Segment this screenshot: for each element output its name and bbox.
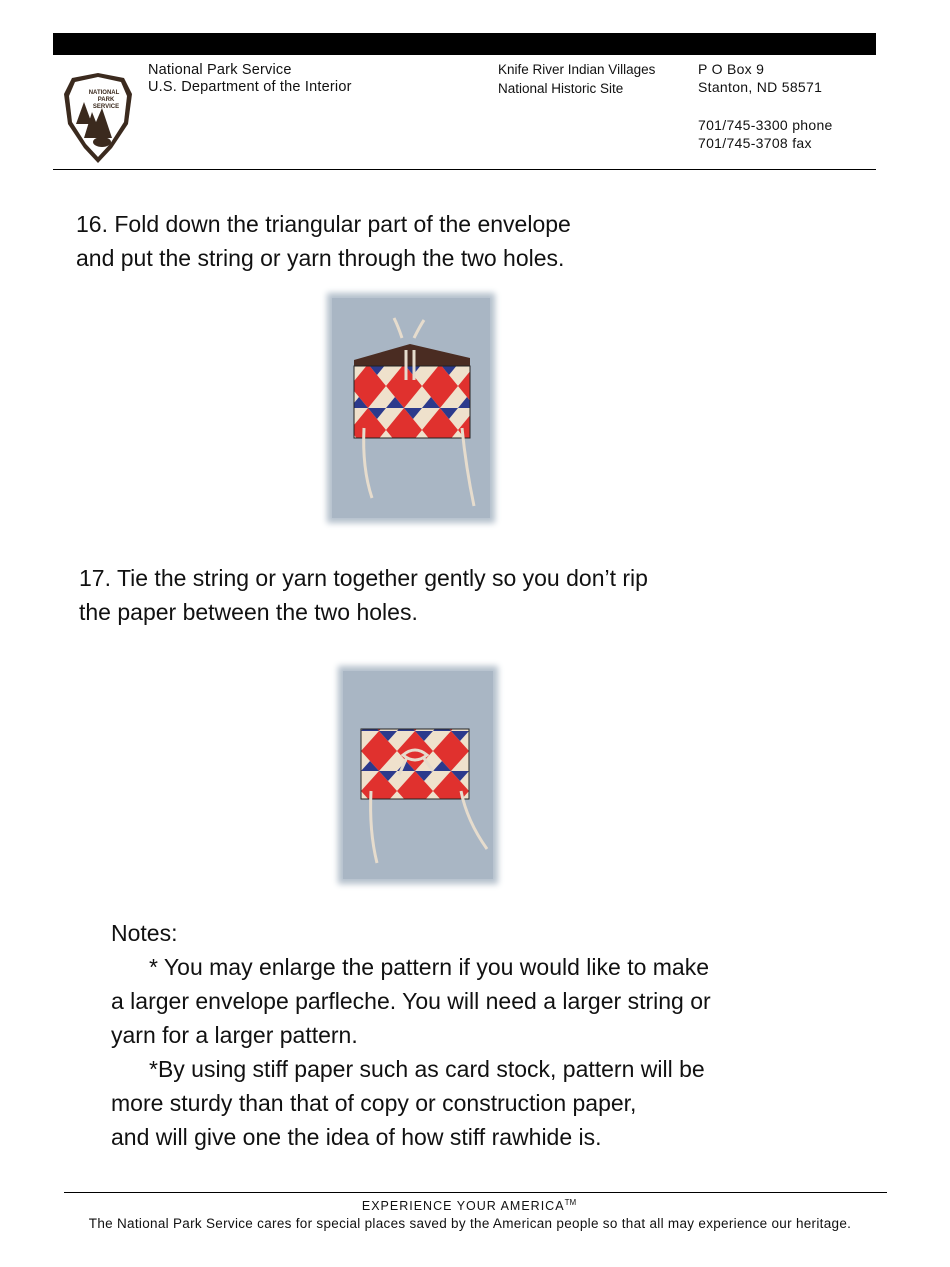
header-divider xyxy=(53,169,876,170)
tagline-text: EXPERIENCE YOUR AMERICA xyxy=(361,1199,565,1214)
header-bar xyxy=(53,33,876,55)
site-name-line1: Knife River Indian Villages xyxy=(498,62,656,77)
note-1-line1: * You may enlarge the pattern if you would like to make xyxy=(149,954,710,980)
site-block xyxy=(498,60,655,98)
logo-text-2: PARK xyxy=(97,97,115,103)
notes-title: Notes: xyxy=(111,920,178,946)
note-2-line3: and will give one the idea of how stiff rawhide is. xyxy=(111,1124,602,1150)
site-name-line2: National Historic Site xyxy=(498,81,624,96)
step-17-line2: the paper between the two holes. xyxy=(79,599,418,625)
step-17-text xyxy=(79,561,648,629)
step-16-line1: 16. Fold down the triangular part of the envelope xyxy=(76,211,571,237)
footer-tagline xyxy=(0,1198,938,1213)
note-1-line3: yarn for a larger pattern. xyxy=(111,1022,358,1048)
note-2-line2: more sturdy than that of copy or construction paper, xyxy=(111,1090,637,1116)
step-16-line2: and put the string or yarn through the two holes. xyxy=(76,245,565,271)
logo-text-1: NATIONAL xyxy=(88,90,120,96)
address-line1: P O Box 9 xyxy=(698,61,765,77)
step-16-text xyxy=(76,207,571,275)
fax-number: 701/745-3708 fax xyxy=(698,135,812,151)
footer-divider xyxy=(64,1192,887,1193)
note-1-line2: a larger envelope parfleche. You will need a larger string or xyxy=(111,988,711,1014)
address-block xyxy=(698,60,833,152)
department-name: U.S. Department of the Interior xyxy=(148,79,352,95)
address-line2: Stanton, ND 58571 xyxy=(698,79,823,95)
trademark-symbol: TM xyxy=(564,1198,577,1207)
step-17-photo xyxy=(343,671,493,879)
agency-block xyxy=(148,62,352,96)
step-17-line1: 17. Tie the string or yarn together gently so you don’t rip xyxy=(79,565,648,591)
nps-arrowhead-logo xyxy=(62,72,134,164)
note-2-line1: *By using stiff paper such as card stock, pattern will be xyxy=(149,1056,705,1082)
logo-text-3: SERVICE xyxy=(92,104,120,110)
footer-heritage-statement: The National Park Service cares for special places saved by the American people so that all may experience our heritage. xyxy=(88,1216,852,1231)
agency-name: National Park Service xyxy=(148,62,292,78)
phone-number: 701/745-3300 phone xyxy=(698,117,833,133)
step-16-photo xyxy=(332,298,490,518)
notes-section xyxy=(111,916,811,1154)
